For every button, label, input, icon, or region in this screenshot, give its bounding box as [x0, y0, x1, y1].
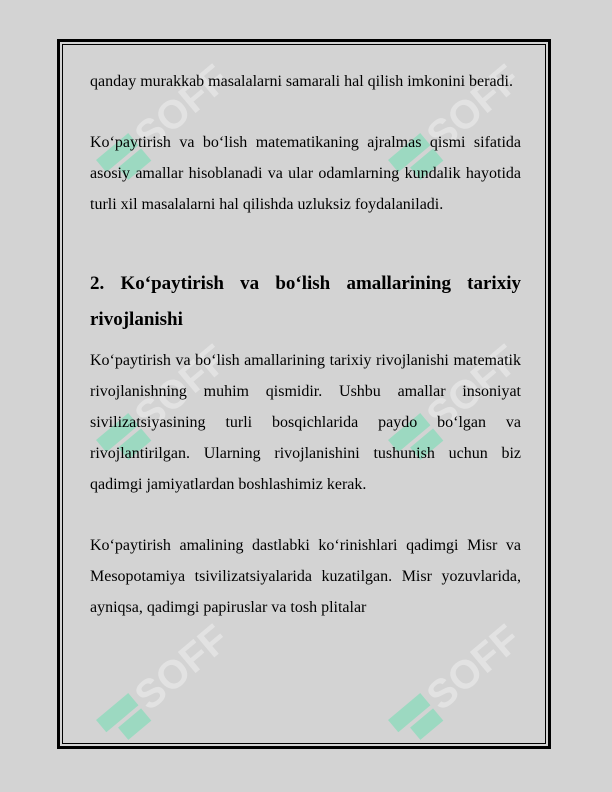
svg-text:SOFF: SOFF [418, 56, 529, 159]
paragraph-spacer [90, 500, 521, 530]
section-spacer [90, 220, 521, 266]
document-body [90, 66, 521, 623]
paragraph-2: Ko‘paytirish va bo‘lish matematikaning ajralmas qismi sifatida asosiy amallar hisoblanadi va ular odamlarning kundalik hayotida turli xil masalalarni hal qilishda uzluksiz foydalaniladi. [90, 134, 521, 213]
section-heading: 2. Ko‘paytirish va bo‘lish amallarining tarixiy rivojlanishi [90, 273, 521, 330]
paragraph-3: Ko‘paytirish va bo‘lish amallarining tarixiy rivojlanishi matematik rivojlanishning muhim qismidir. Ushbu amallar insoniyat sivilizatsiyasining turli bosqichlarida paydo bo‘lgan va rivojlantirilgan. Ularning rivojlanishini tushunish uchun biz qadimgi jamiyatlardan boshlashimiz kerak. [90, 352, 521, 493]
paragraph-spacer [90, 97, 521, 127]
svg-text:SOFF: SOFF [418, 336, 529, 439]
svg-text:SOFF: SOFF [126, 616, 237, 719]
svg-text:SOFF: SOFF [418, 616, 529, 719]
paragraph-4: Ko‘paytirish amalining dastlabki ko‘rinishlari qadimgi Misr va Mesopotamiya tsivilizatsiyalarida kuzatilgan. Misr yozuvlarida, ayniqsa, qadimgi papiruslar va tosh plitalar [90, 537, 521, 616]
svg-text:SOFF: SOFF [126, 336, 237, 439]
svg-text:SOFF: SOFF [126, 56, 237, 159]
paragraph-1: qanday murakkab masalalarni samarali hal qilish imkonini beradi. [90, 73, 513, 90]
